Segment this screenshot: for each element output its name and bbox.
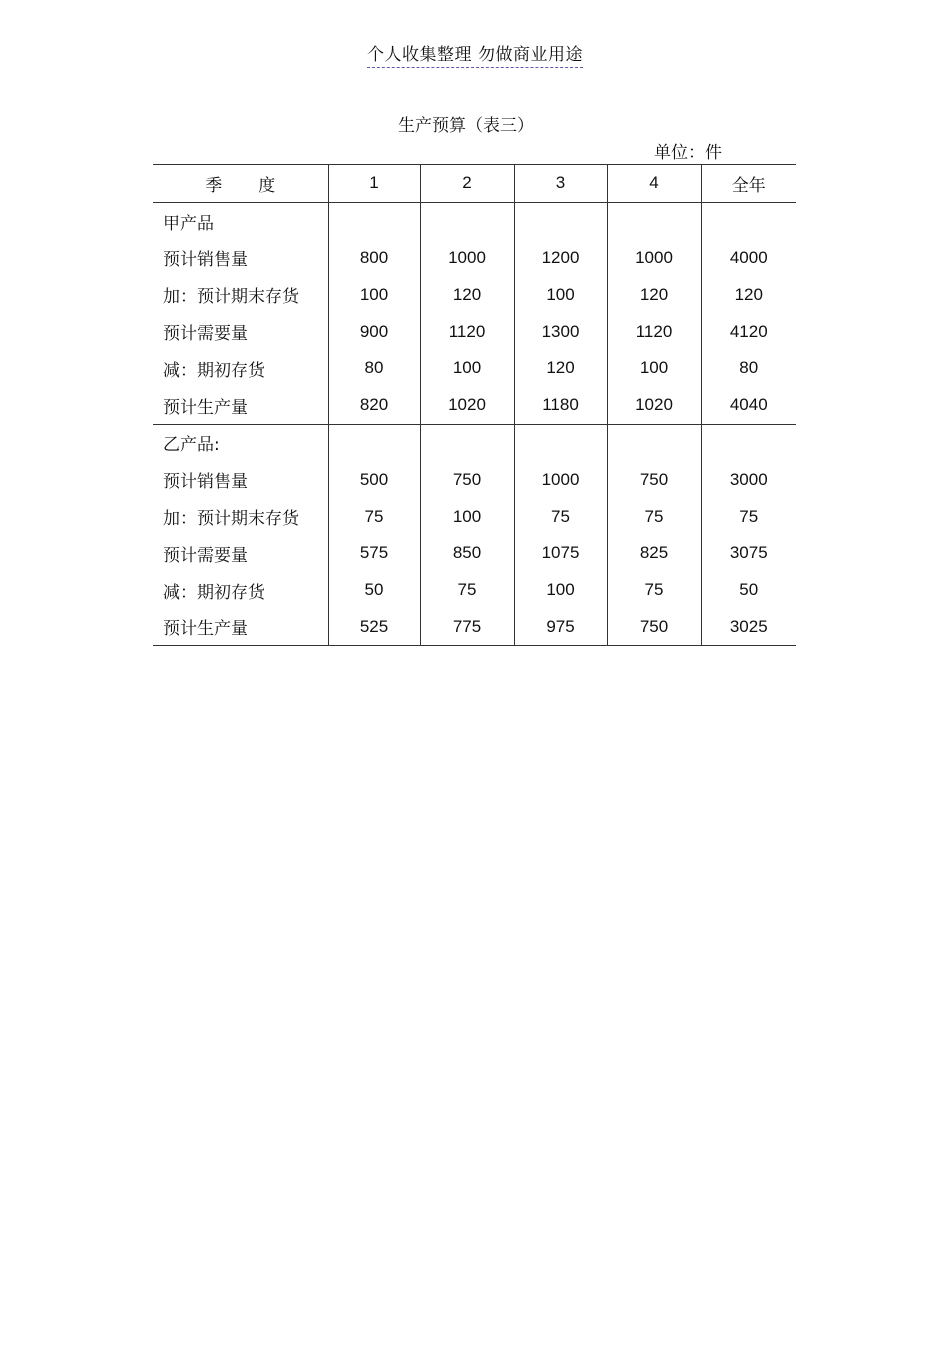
value-cell: 525 [328,609,420,646]
value-cell: 75 [514,498,607,535]
header-note [0,40,950,65]
table-row [153,387,796,424]
value-cell: 1300 [514,313,607,350]
empty-cell [607,424,701,461]
column-header-full-year: 全年 [701,165,796,203]
table-row [153,609,796,646]
empty-cell [328,424,420,461]
value-cell: 1075 [514,535,607,572]
value-cell: 4040 [701,387,796,424]
row-label: 预计销售量 [163,250,248,271]
value-cell: 1120 [607,313,701,350]
value-cell: 3000 [701,461,796,498]
value-cell: 1000 [514,461,607,498]
row-label: 预计需要量 [163,545,248,566]
value-cell: 1120 [420,313,514,350]
product-name: 乙产品: [163,435,220,456]
value-cell: 825 [607,535,701,572]
value-cell: 1020 [420,387,514,424]
value-cell: 1180 [514,387,607,424]
table-row [153,572,796,609]
value-cell: 100 [420,350,514,387]
value-cell: 80 [701,350,796,387]
value-cell: 1200 [514,240,607,277]
value-cell: 900 [328,313,420,350]
value-cell: 4000 [701,240,796,277]
value-cell: 120 [607,276,701,313]
value-cell: 75 [420,572,514,609]
row-label: 预计需要量 [163,324,248,345]
product-name: 甲产品 [163,213,214,234]
empty-cell [701,424,796,461]
value-cell: 800 [328,240,420,277]
value-cell: 100 [514,572,607,609]
value-cell: 750 [607,609,701,646]
row-label: 预计生产量 [153,609,328,646]
column-header-q3: 3 [514,165,607,203]
row-label: 减：期初存货 [163,360,265,381]
value-cell: 100 [420,498,514,535]
empty-cell [701,202,796,239]
column-header-q4: 4 [607,165,701,203]
value-cell: 80 [328,350,420,387]
value-cell: 575 [328,535,420,572]
value-cell: 75 [701,498,796,535]
value-cell: 750 [607,461,701,498]
value-cell: 4120 [701,313,796,350]
empty-cell [607,202,701,239]
row-label: 预计生产量 [153,387,328,424]
value-cell: 750 [420,461,514,498]
value-cell: 100 [607,350,701,387]
value-cell: 850 [420,535,514,572]
value-cell: 3075 [701,535,796,572]
value-cell: 775 [420,609,514,646]
row-label: 减：期初存货 [163,582,265,603]
table-row [153,240,796,277]
value-cell: 100 [514,276,607,313]
empty-cell [328,202,420,239]
table-row [153,535,796,572]
value-cell: 820 [328,387,420,424]
row-label: 加：预计期末存货 [163,509,299,530]
value-cell: 120 [701,276,796,313]
row-label: 加：预计期末存货 [163,287,299,308]
value-cell: 120 [420,276,514,313]
value-cell: 75 [607,498,701,535]
product-section-row [153,424,796,461]
header-note-text: 个人收集整理 勿做商业用途 [367,45,583,68]
column-header-season: 季度 [153,165,328,203]
empty-cell [514,202,607,239]
column-header-q1: 1 [328,165,420,203]
unit-note: 单位：件 [654,143,722,163]
value-cell: 50 [328,572,420,609]
row-label: 预计销售量 [163,472,248,493]
value-cell: 500 [328,461,420,498]
value-cell: 1020 [607,387,701,424]
value-cell: 50 [701,572,796,609]
value-cell: 975 [514,609,607,646]
value-cell: 1000 [420,240,514,277]
production-budget-table [153,164,796,646]
table-body [153,202,796,646]
table-row [153,276,796,313]
table-row [153,461,796,498]
value-cell: 100 [328,276,420,313]
value-cell: 1000 [607,240,701,277]
empty-cell [420,424,514,461]
table-header-row [153,165,796,203]
value-cell: 75 [328,498,420,535]
column-header-q2: 2 [420,165,514,203]
table-row [153,498,796,535]
value-cell: 120 [514,350,607,387]
value-cell: 75 [607,572,701,609]
table-row [153,313,796,350]
empty-cell [514,424,607,461]
product-section-row [153,202,796,239]
value-cell: 3025 [701,609,796,646]
empty-cell [420,202,514,239]
document-title: 生产预算（表三） [398,116,534,136]
table-row [153,350,796,387]
